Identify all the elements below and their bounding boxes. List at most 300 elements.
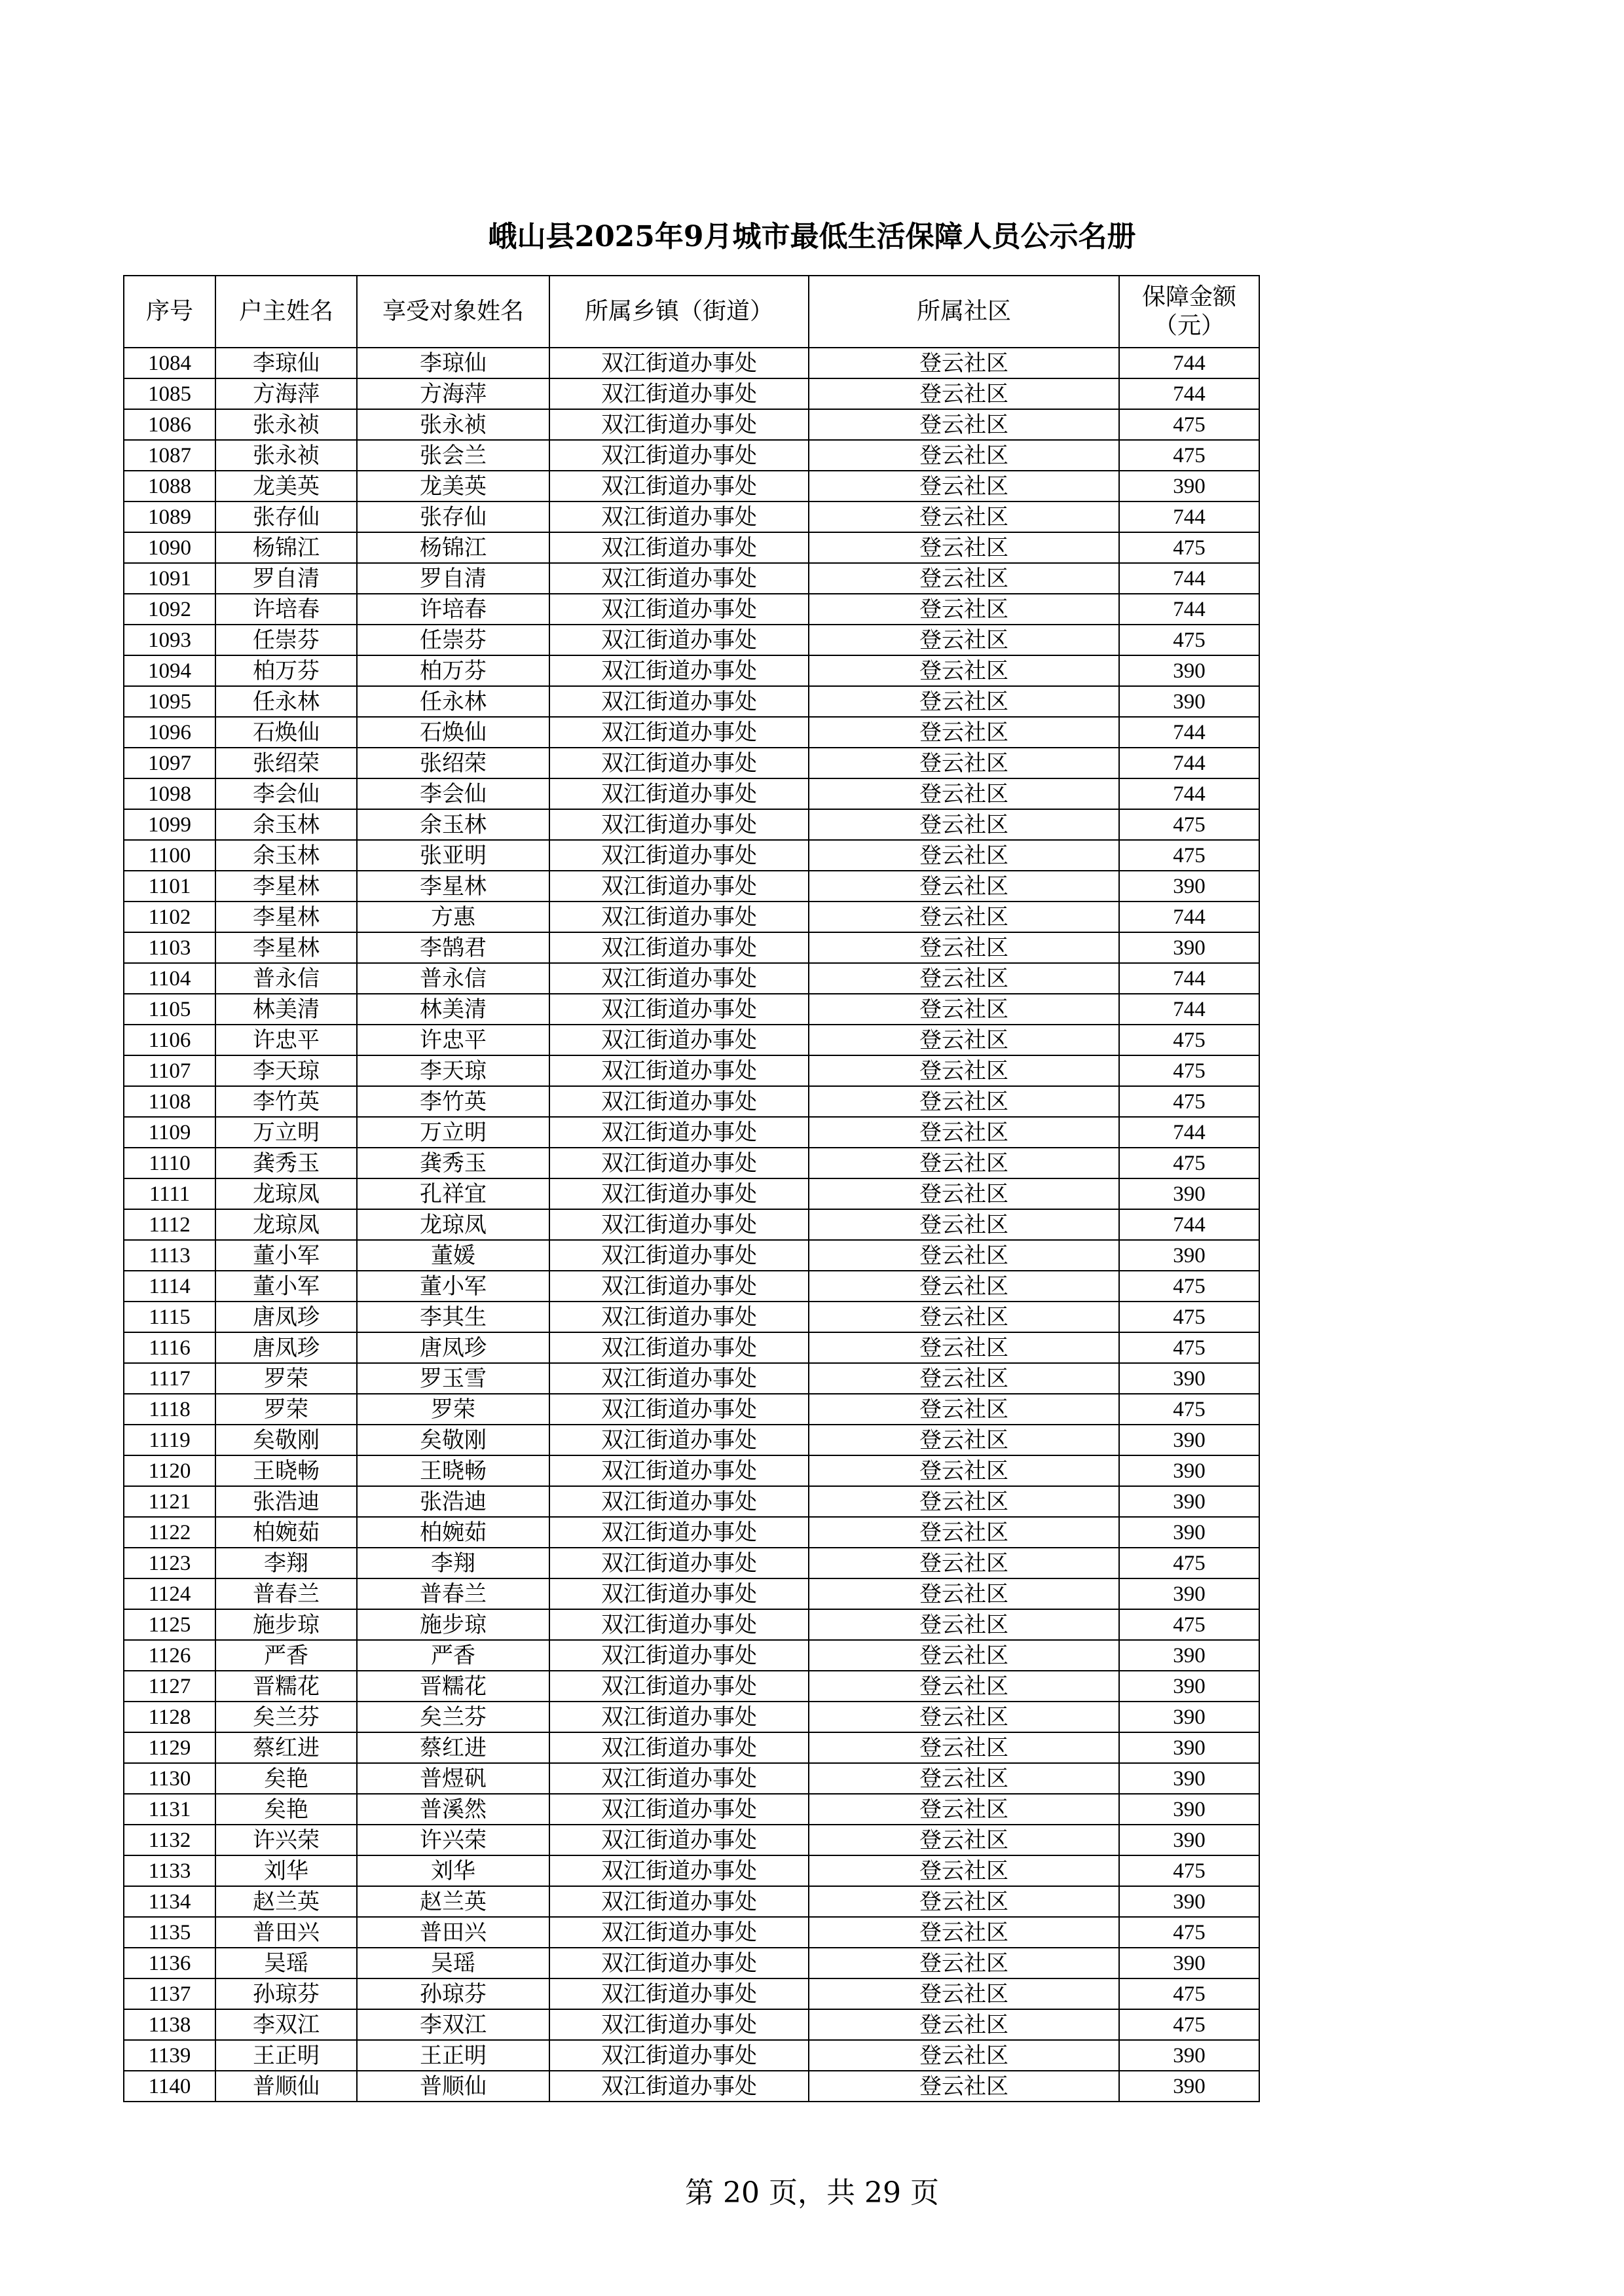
table-row xyxy=(124,1486,1259,1517)
cell-household-head: 矣兰芬 xyxy=(215,1702,357,1732)
cell-household-head: 矣艳 xyxy=(215,1794,357,1825)
cell-household-head: 张绍荣 xyxy=(215,748,357,778)
cell-amount: 390 xyxy=(1119,1702,1259,1732)
cell-amount: 475 xyxy=(1119,1271,1259,1302)
cell-community: 登云社区 xyxy=(809,871,1119,902)
table-row xyxy=(124,994,1259,1025)
table-row xyxy=(124,1978,1259,2009)
table-row xyxy=(124,655,1259,686)
cell-amount: 390 xyxy=(1119,1178,1259,1209)
cell-serial-number: 1120 xyxy=(124,1455,215,1486)
cell-serial-number: 1110 xyxy=(124,1148,215,1178)
table-row xyxy=(124,1271,1259,1302)
cell-community: 登云社区 xyxy=(809,471,1119,501)
cell-community: 登云社区 xyxy=(809,1025,1119,1055)
cell-serial-number: 1123 xyxy=(124,1548,215,1578)
cell-household-head: 吴瑶 xyxy=(215,1948,357,1978)
cell-serial-number: 1121 xyxy=(124,1486,215,1517)
cell-serial-number: 1135 xyxy=(124,1917,215,1948)
cell-serial-number: 1091 xyxy=(124,563,215,594)
cell-serial-number: 1128 xyxy=(124,1702,215,1732)
cell-amount: 390 xyxy=(1119,1948,1259,1978)
cell-serial-number: 1109 xyxy=(124,1117,215,1148)
cell-township: 双江街道办事处 xyxy=(549,1548,809,1578)
cell-amount: 475 xyxy=(1119,1332,1259,1363)
cell-township: 双江街道办事处 xyxy=(549,625,809,655)
table-row xyxy=(124,440,1259,471)
cell-serial-number: 1095 xyxy=(124,686,215,717)
cell-community: 登云社区 xyxy=(809,1363,1119,1394)
cell-community: 登云社区 xyxy=(809,1055,1119,1086)
cell-household-head: 普永信 xyxy=(215,963,357,994)
cell-beneficiary: 柏万芬 xyxy=(357,655,549,686)
cell-community: 登云社区 xyxy=(809,1394,1119,1425)
cell-township: 双江街道办事处 xyxy=(549,994,809,1025)
cell-community: 登云社区 xyxy=(809,932,1119,963)
table-row xyxy=(124,1517,1259,1548)
cell-beneficiary: 李天琼 xyxy=(357,1055,549,1086)
cell-township: 双江街道办事处 xyxy=(549,809,809,840)
table-row xyxy=(124,1671,1259,1702)
cell-community: 登云社区 xyxy=(809,1732,1119,1763)
cell-beneficiary: 普煜矾 xyxy=(357,1763,549,1794)
cell-serial-number: 1119 xyxy=(124,1425,215,1455)
cell-amount: 475 xyxy=(1119,1917,1259,1948)
cell-serial-number: 1140 xyxy=(124,2071,215,2102)
cell-serial-number: 1138 xyxy=(124,2009,215,2040)
cell-community: 登云社区 xyxy=(809,1117,1119,1148)
table-row xyxy=(124,871,1259,902)
cell-township: 双江街道办事处 xyxy=(549,686,809,717)
cell-serial-number: 1108 xyxy=(124,1086,215,1117)
cell-serial-number: 1111 xyxy=(124,1178,215,1209)
cell-serial-number: 1127 xyxy=(124,1671,215,1702)
cell-township: 双江街道办事处 xyxy=(549,748,809,778)
cell-serial-number: 1132 xyxy=(124,1825,215,1855)
cell-beneficiary: 方海萍 xyxy=(357,378,549,409)
cell-township: 双江街道办事处 xyxy=(549,1117,809,1148)
cell-household-head: 张永祯 xyxy=(215,409,357,440)
cell-beneficiary: 许培春 xyxy=(357,594,549,625)
cell-serial-number: 1134 xyxy=(124,1886,215,1917)
cell-household-head: 余玉林 xyxy=(215,840,357,871)
cell-amount: 475 xyxy=(1119,1978,1259,2009)
cell-amount: 475 xyxy=(1119,1148,1259,1178)
cell-beneficiary: 董媛 xyxy=(357,1240,549,1271)
table-row xyxy=(124,1455,1259,1486)
table-row xyxy=(124,902,1259,932)
cell-community: 登云社区 xyxy=(809,840,1119,871)
cell-township: 双江街道办事处 xyxy=(549,1240,809,1271)
cell-serial-number: 1101 xyxy=(124,871,215,902)
cell-township: 双江街道办事处 xyxy=(549,717,809,748)
table-row xyxy=(124,1578,1259,1609)
cell-serial-number: 1102 xyxy=(124,902,215,932)
cell-amount: 744 xyxy=(1119,594,1259,625)
header-community: 所属社区 xyxy=(809,276,1119,348)
cell-household-head: 李天琼 xyxy=(215,1055,357,1086)
cell-household-head: 唐凤珍 xyxy=(215,1332,357,1363)
cell-township: 双江街道办事处 xyxy=(549,1886,809,1917)
table-row xyxy=(124,1548,1259,1578)
table-row xyxy=(124,1363,1259,1394)
table-row xyxy=(124,686,1259,717)
cell-beneficiary: 矣兰芬 xyxy=(357,1702,549,1732)
cell-household-head: 许培春 xyxy=(215,594,357,625)
cell-amount: 744 xyxy=(1119,963,1259,994)
cell-beneficiary: 许兴荣 xyxy=(357,1825,549,1855)
cell-serial-number: 1087 xyxy=(124,440,215,471)
cell-beneficiary: 唐凤珍 xyxy=(357,1332,549,1363)
cell-community: 登云社区 xyxy=(809,2071,1119,2102)
table-row xyxy=(124,840,1259,871)
cell-community: 登云社区 xyxy=(809,1209,1119,1240)
cell-township: 双江街道办事处 xyxy=(549,1855,809,1886)
cell-township: 双江街道办事处 xyxy=(549,1825,809,1855)
cell-household-head: 普田兴 xyxy=(215,1917,357,1948)
cell-amount: 390 xyxy=(1119,1640,1259,1671)
cell-household-head: 杨锦江 xyxy=(215,532,357,563)
cell-household-head: 孙琼芬 xyxy=(215,1978,357,2009)
table-row xyxy=(124,717,1259,748)
table-row xyxy=(124,563,1259,594)
cell-township: 双江街道办事处 xyxy=(549,1363,809,1394)
cell-household-head: 任崇芬 xyxy=(215,625,357,655)
cell-household-head: 张浩迪 xyxy=(215,1486,357,1517)
cell-beneficiary: 吴瑶 xyxy=(357,1948,549,1978)
roster-table xyxy=(123,275,1260,2102)
cell-serial-number: 1084 xyxy=(124,348,215,378)
cell-amount: 475 xyxy=(1119,440,1259,471)
table-row xyxy=(124,1394,1259,1425)
page-title: 峨山县2025年9月城市最低生活保障人员公示名册 xyxy=(488,220,1136,253)
cell-household-head: 龚秀玉 xyxy=(215,1148,357,1178)
cell-amount: 475 xyxy=(1119,1025,1259,1055)
cell-amount: 475 xyxy=(1119,1609,1259,1640)
cell-community: 登云社区 xyxy=(809,1855,1119,1886)
cell-serial-number: 1099 xyxy=(124,809,215,840)
cell-beneficiary: 龙琼凤 xyxy=(357,1209,549,1240)
cell-township: 双江街道办事处 xyxy=(549,594,809,625)
cell-beneficiary: 李星林 xyxy=(357,871,549,902)
cell-household-head: 矣敬刚 xyxy=(215,1425,357,1455)
cell-serial-number: 1104 xyxy=(124,963,215,994)
cell-township: 双江街道办事处 xyxy=(549,1148,809,1178)
cell-amount: 744 xyxy=(1119,348,1259,378)
cell-beneficiary: 普永信 xyxy=(357,963,549,994)
cell-township: 双江街道办事处 xyxy=(549,471,809,501)
cell-serial-number: 1129 xyxy=(124,1732,215,1763)
cell-household-head: 张存仙 xyxy=(215,501,357,532)
cell-serial-number: 1089 xyxy=(124,501,215,532)
cell-township: 双江街道办事处 xyxy=(549,840,809,871)
cell-beneficiary: 李会仙 xyxy=(357,778,549,809)
cell-beneficiary: 普溪然 xyxy=(357,1794,549,1825)
cell-township: 双江街道办事处 xyxy=(549,2009,809,2040)
cell-township: 双江街道办事处 xyxy=(549,1086,809,1117)
cell-serial-number: 1112 xyxy=(124,1209,215,1240)
table-row xyxy=(124,2009,1259,2040)
cell-beneficiary: 蔡红进 xyxy=(357,1732,549,1763)
cell-household-head: 董小军 xyxy=(215,1240,357,1271)
cell-township: 双江街道办事处 xyxy=(549,1917,809,1948)
cell-community: 登云社区 xyxy=(809,2040,1119,2071)
cell-amount: 390 xyxy=(1119,1763,1259,1794)
table-body xyxy=(124,348,1259,2102)
table-row xyxy=(124,1425,1259,1455)
table-row xyxy=(124,1086,1259,1117)
table-row xyxy=(124,1702,1259,1732)
cell-beneficiary: 董小军 xyxy=(357,1271,549,1302)
cell-household-head: 余玉林 xyxy=(215,809,357,840)
cell-amount: 744 xyxy=(1119,994,1259,1025)
table-row xyxy=(124,1917,1259,1948)
cell-beneficiary: 普田兴 xyxy=(357,1917,549,1948)
cell-serial-number: 1088 xyxy=(124,471,215,501)
cell-township: 双江街道办事处 xyxy=(549,1702,809,1732)
cell-serial-number: 1137 xyxy=(124,1978,215,2009)
cell-township: 双江街道办事处 xyxy=(549,778,809,809)
cell-household-head: 许忠平 xyxy=(215,1025,357,1055)
cell-amount: 390 xyxy=(1119,1886,1259,1917)
cell-township: 双江街道办事处 xyxy=(549,409,809,440)
cell-serial-number: 1116 xyxy=(124,1332,215,1363)
cell-amount: 744 xyxy=(1119,748,1259,778)
cell-household-head: 罗自清 xyxy=(215,563,357,594)
cell-beneficiary: 张会兰 xyxy=(357,440,549,471)
cell-community: 登云社区 xyxy=(809,2009,1119,2040)
cell-township: 双江街道办事处 xyxy=(549,1455,809,1486)
table-row xyxy=(124,625,1259,655)
cell-amount: 390 xyxy=(1119,471,1259,501)
cell-township: 双江街道办事处 xyxy=(549,1394,809,1425)
cell-community: 登云社区 xyxy=(809,1794,1119,1825)
cell-household-head: 柏婉茹 xyxy=(215,1517,357,1548)
cell-community: 登云社区 xyxy=(809,1548,1119,1578)
cell-serial-number: 1092 xyxy=(124,594,215,625)
cell-township: 双江街道办事处 xyxy=(549,1302,809,1332)
cell-beneficiary: 孔祥宜 xyxy=(357,1178,549,1209)
cell-community: 登云社区 xyxy=(809,1671,1119,1702)
cell-beneficiary: 杨锦江 xyxy=(357,532,549,563)
cell-amount: 390 xyxy=(1119,1425,1259,1455)
table-row xyxy=(124,1117,1259,1148)
table-header-row xyxy=(124,276,1259,348)
cell-community: 登云社区 xyxy=(809,1609,1119,1640)
cell-township: 双江街道办事处 xyxy=(549,1055,809,1086)
header-household-head: 户主姓名 xyxy=(215,276,357,348)
cell-household-head: 严香 xyxy=(215,1640,357,1671)
cell-amount: 390 xyxy=(1119,1455,1259,1486)
cell-beneficiary: 李竹英 xyxy=(357,1086,549,1117)
cell-community: 登云社区 xyxy=(809,409,1119,440)
table-row xyxy=(124,1948,1259,1978)
cell-household-head: 李星林 xyxy=(215,871,357,902)
cell-community: 登云社区 xyxy=(809,963,1119,994)
table-row xyxy=(124,1609,1259,1640)
table-row xyxy=(124,1055,1259,1086)
cell-amount: 475 xyxy=(1119,1086,1259,1117)
cell-community: 登云社区 xyxy=(809,1640,1119,1671)
cell-household-head: 张永祯 xyxy=(215,440,357,471)
cell-beneficiary: 张浩迪 xyxy=(357,1486,549,1517)
cell-amount: 475 xyxy=(1119,625,1259,655)
cell-community: 登云社区 xyxy=(809,1917,1119,1948)
cell-household-head: 蔡红进 xyxy=(215,1732,357,1763)
cell-amount: 390 xyxy=(1119,932,1259,963)
cell-amount: 390 xyxy=(1119,655,1259,686)
cell-beneficiary: 许忠平 xyxy=(357,1025,549,1055)
cell-community: 登云社区 xyxy=(809,1978,1119,2009)
cell-serial-number: 1114 xyxy=(124,1271,215,1302)
cell-beneficiary: 罗自清 xyxy=(357,563,549,594)
cell-township: 双江街道办事处 xyxy=(549,501,809,532)
cell-township: 双江街道办事处 xyxy=(549,378,809,409)
cell-serial-number: 1094 xyxy=(124,655,215,686)
cell-beneficiary: 方惠 xyxy=(357,902,549,932)
cell-serial-number: 1113 xyxy=(124,1240,215,1271)
cell-beneficiary: 罗玉雪 xyxy=(357,1363,549,1394)
cell-community: 登云社区 xyxy=(809,1271,1119,1302)
cell-household-head: 唐凤珍 xyxy=(215,1302,357,1332)
cell-household-head: 李竹英 xyxy=(215,1086,357,1117)
cell-amount: 390 xyxy=(1119,2040,1259,2071)
cell-serial-number: 1139 xyxy=(124,2040,215,2071)
cell-household-head: 李会仙 xyxy=(215,778,357,809)
cell-township: 双江街道办事处 xyxy=(549,1978,809,2009)
cell-serial-number: 1090 xyxy=(124,532,215,563)
cell-township: 双江街道办事处 xyxy=(549,1271,809,1302)
cell-township: 双江街道办事处 xyxy=(549,932,809,963)
cell-community: 登云社区 xyxy=(809,994,1119,1025)
cell-township: 双江街道办事处 xyxy=(549,1732,809,1763)
cell-serial-number: 1130 xyxy=(124,1763,215,1794)
cell-township: 双江街道办事处 xyxy=(549,348,809,378)
table-row xyxy=(124,809,1259,840)
cell-serial-number: 1086 xyxy=(124,409,215,440)
cell-serial-number: 1096 xyxy=(124,717,215,748)
cell-township: 双江街道办事处 xyxy=(549,1763,809,1794)
cell-serial-number: 1117 xyxy=(124,1363,215,1394)
cell-beneficiary: 李鹄君 xyxy=(357,932,549,963)
cell-beneficiary: 严香 xyxy=(357,1640,549,1671)
cell-serial-number: 1098 xyxy=(124,778,215,809)
cell-township: 双江街道办事处 xyxy=(549,1486,809,1517)
table-row xyxy=(124,1886,1259,1917)
cell-community: 登云社区 xyxy=(809,778,1119,809)
cell-township: 双江街道办事处 xyxy=(549,1332,809,1363)
table-row xyxy=(124,1855,1259,1886)
cell-township: 双江街道办事处 xyxy=(549,2071,809,2102)
cell-serial-number: 1125 xyxy=(124,1609,215,1640)
cell-household-head: 李双江 xyxy=(215,2009,357,2040)
cell-serial-number: 1103 xyxy=(124,932,215,963)
cell-household-head: 任永林 xyxy=(215,686,357,717)
cell-township: 双江街道办事处 xyxy=(549,1209,809,1240)
cell-amount: 390 xyxy=(1119,686,1259,717)
cell-amount: 475 xyxy=(1119,2009,1259,2040)
cell-household-head: 李翔 xyxy=(215,1548,357,1578)
cell-community: 登云社区 xyxy=(809,809,1119,840)
cell-household-head: 刘华 xyxy=(215,1855,357,1886)
table-row xyxy=(124,2040,1259,2071)
table-row xyxy=(124,2071,1259,2102)
cell-household-head: 罗荣 xyxy=(215,1394,357,1425)
cell-community: 登云社区 xyxy=(809,501,1119,532)
cell-household-head: 王晓畅 xyxy=(215,1455,357,1486)
table-row xyxy=(124,409,1259,440)
cell-beneficiary: 李双江 xyxy=(357,2009,549,2040)
cell-household-head: 李星林 xyxy=(215,902,357,932)
cell-household-head: 龙琼凤 xyxy=(215,1209,357,1240)
cell-beneficiary: 矣敬刚 xyxy=(357,1425,549,1455)
cell-amount: 475 xyxy=(1119,1302,1259,1332)
table-row xyxy=(124,963,1259,994)
cell-household-head: 矣艳 xyxy=(215,1763,357,1794)
header-serial-number: 序号 xyxy=(124,276,215,348)
table-row xyxy=(124,1240,1259,1271)
cell-beneficiary: 石焕仙 xyxy=(357,717,549,748)
header-amount: 保障金额（元） xyxy=(1119,276,1259,348)
cell-amount: 390 xyxy=(1119,1578,1259,1609)
cell-community: 登云社区 xyxy=(809,378,1119,409)
cell-community: 登云社区 xyxy=(809,563,1119,594)
cell-community: 登云社区 xyxy=(809,1332,1119,1363)
cell-serial-number: 1126 xyxy=(124,1640,215,1671)
cell-amount: 744 xyxy=(1119,778,1259,809)
cell-beneficiary: 李其生 xyxy=(357,1302,549,1332)
cell-community: 登云社区 xyxy=(809,1702,1119,1732)
cell-amount: 475 xyxy=(1119,1855,1259,1886)
table-row xyxy=(124,1763,1259,1794)
cell-township: 双江街道办事处 xyxy=(549,871,809,902)
table-row xyxy=(124,1825,1259,1855)
cell-beneficiary: 李琼仙 xyxy=(357,348,549,378)
cell-community: 登云社区 xyxy=(809,902,1119,932)
cell-beneficiary: 柏婉茹 xyxy=(357,1517,549,1548)
cell-beneficiary: 张永祯 xyxy=(357,409,549,440)
cell-community: 登云社区 xyxy=(809,594,1119,625)
cell-community: 登云社区 xyxy=(809,1178,1119,1209)
header-beneficiary: 享受对象姓名 xyxy=(357,276,549,348)
cell-community: 登云社区 xyxy=(809,1486,1119,1517)
table-row xyxy=(124,1332,1259,1363)
cell-community: 登云社区 xyxy=(809,1086,1119,1117)
cell-serial-number: 1133 xyxy=(124,1855,215,1886)
cell-community: 登云社区 xyxy=(809,1825,1119,1855)
cell-amount: 390 xyxy=(1119,871,1259,902)
cell-serial-number: 1136 xyxy=(124,1948,215,1978)
cell-amount: 390 xyxy=(1119,1671,1259,1702)
cell-community: 登云社区 xyxy=(809,1948,1119,1978)
cell-community: 登云社区 xyxy=(809,686,1119,717)
cell-amount: 390 xyxy=(1119,1825,1259,1855)
cell-community: 登云社区 xyxy=(809,1763,1119,1794)
cell-township: 双江街道办事处 xyxy=(549,1178,809,1209)
cell-household-head: 王正明 xyxy=(215,2040,357,2071)
cell-amount: 744 xyxy=(1119,1117,1259,1148)
cell-serial-number: 1115 xyxy=(124,1302,215,1332)
cell-community: 登云社区 xyxy=(809,1886,1119,1917)
cell-household-head: 赵兰英 xyxy=(215,1886,357,1917)
cell-beneficiary: 孙琼芬 xyxy=(357,1978,549,2009)
cell-community: 登云社区 xyxy=(809,748,1119,778)
cell-amount: 475 xyxy=(1119,809,1259,840)
header-township: 所属乡镇（街道） xyxy=(549,276,809,348)
cell-amount: 475 xyxy=(1119,409,1259,440)
cell-beneficiary: 张绍荣 xyxy=(357,748,549,778)
cell-serial-number: 1093 xyxy=(124,625,215,655)
